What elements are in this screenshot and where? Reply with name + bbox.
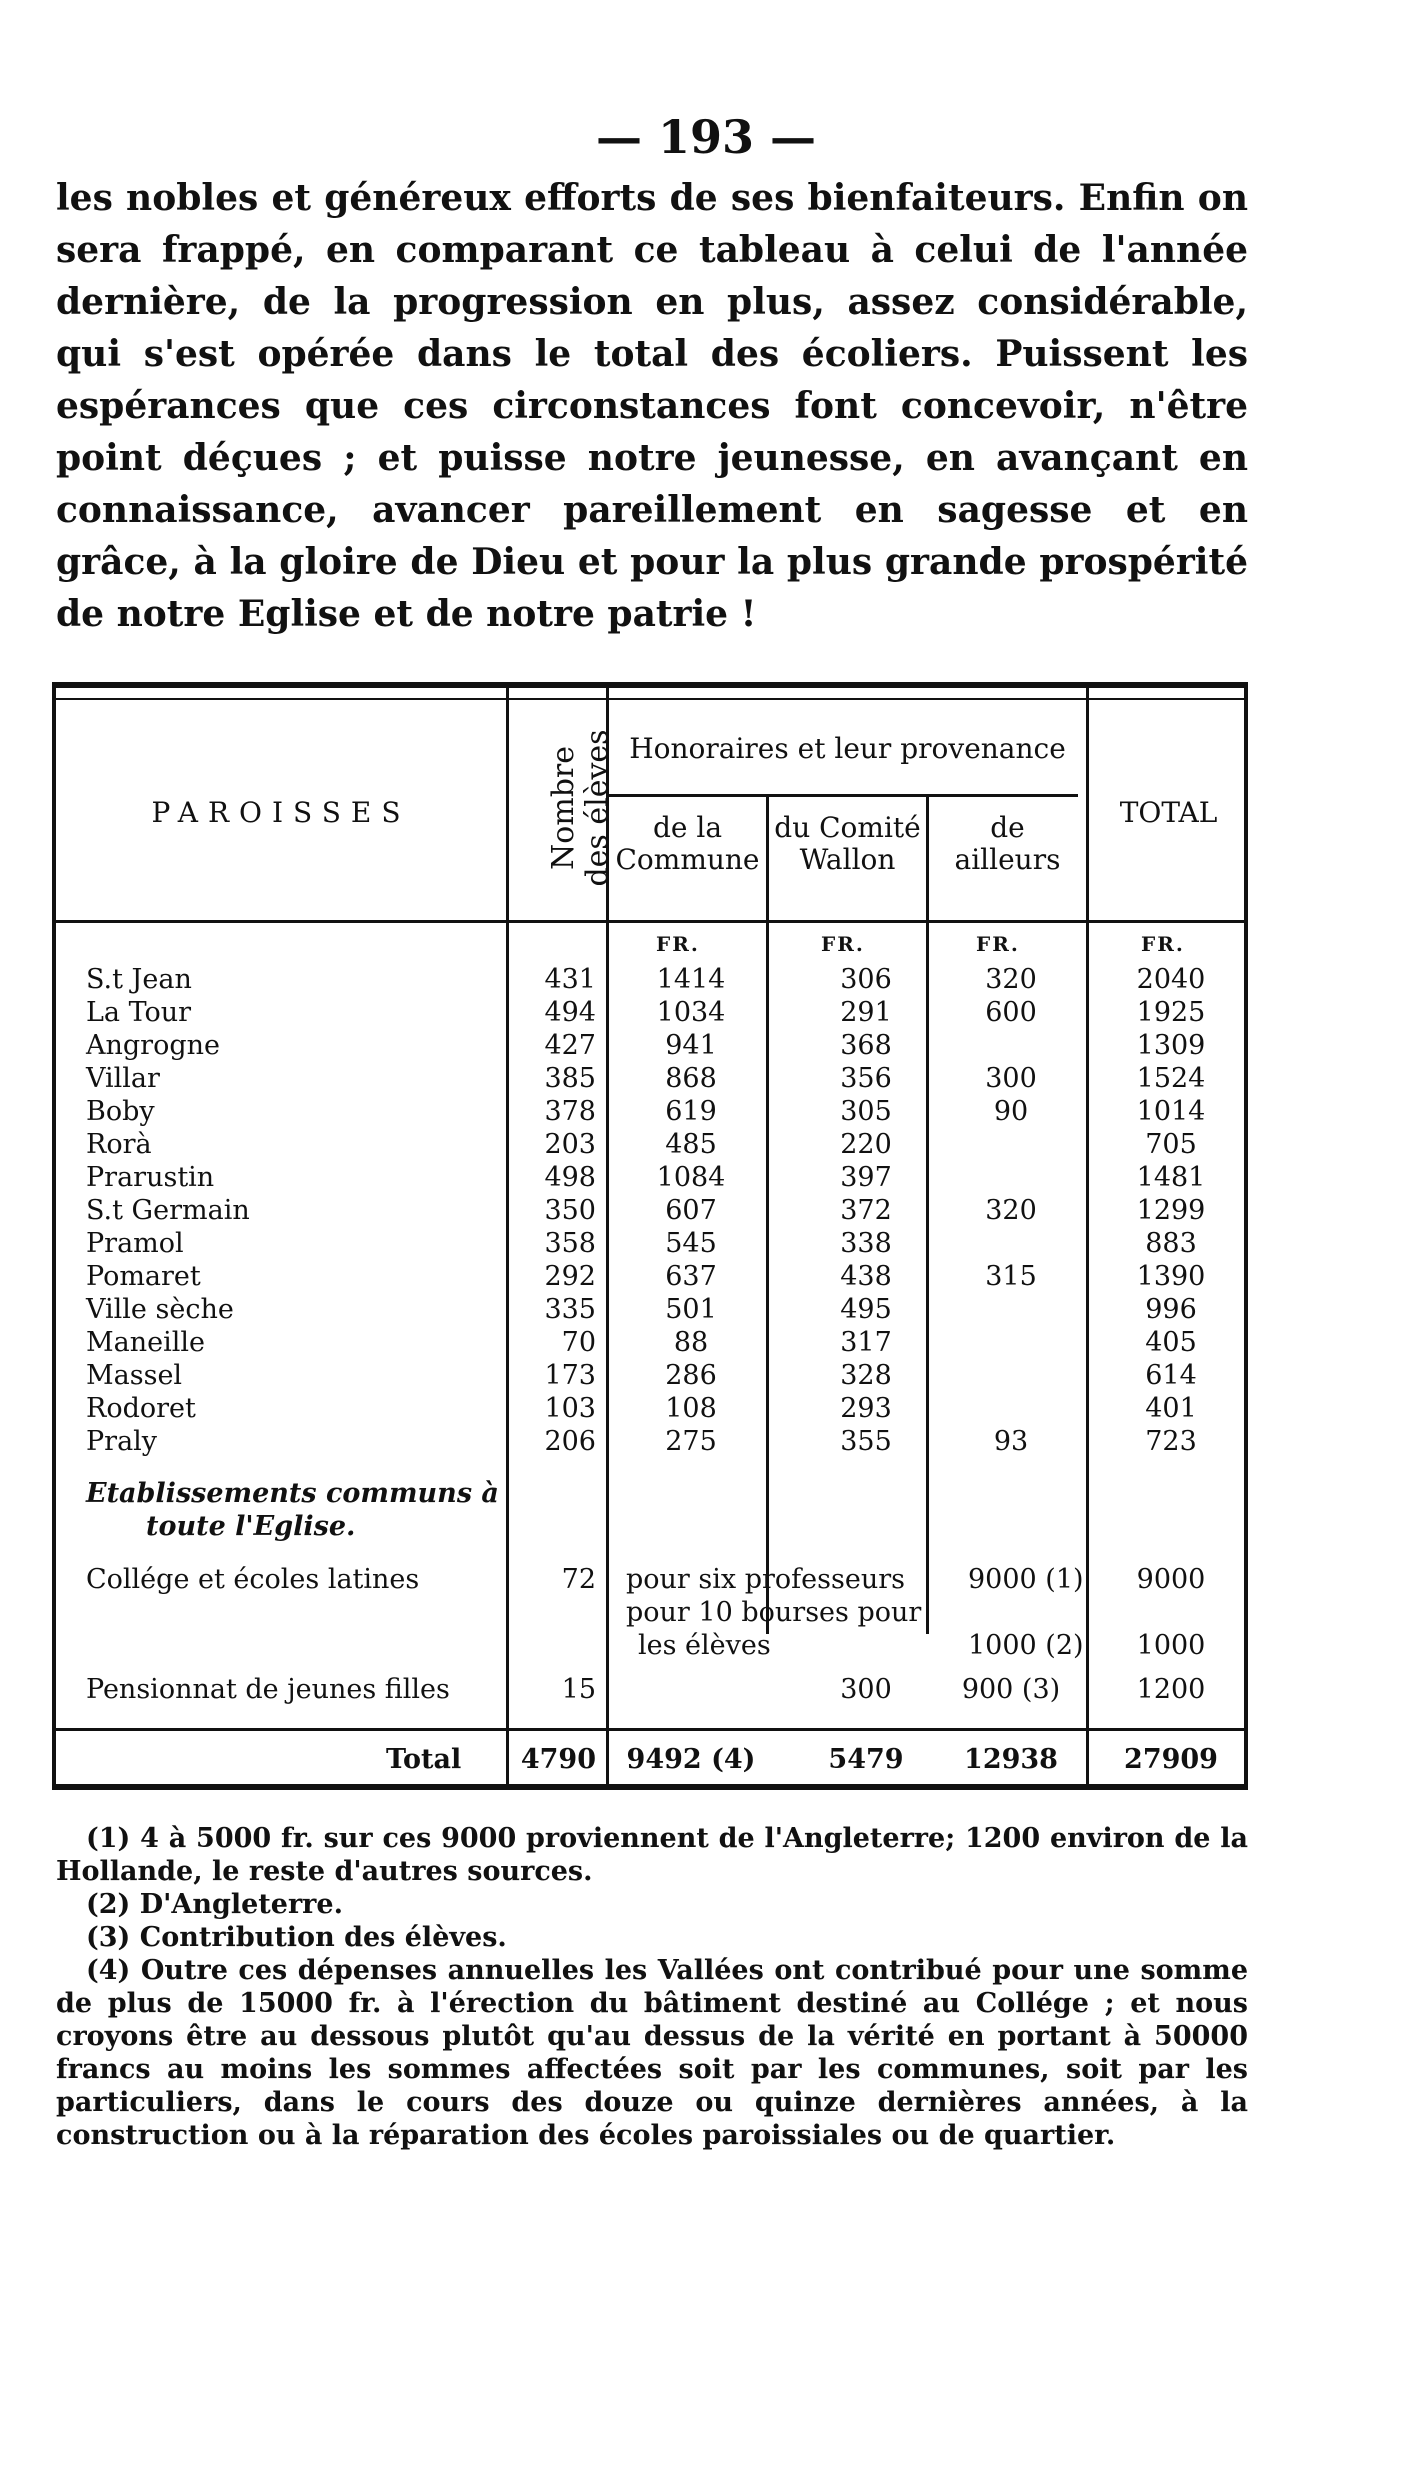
table-row [56,1327,1244,1360]
cell-eleves: 70 [561,1327,596,1358]
cell-commune: 868 [665,1063,717,1094]
table-row [56,1162,1244,1195]
cell-name: Maneille [86,1327,205,1358]
cell-wallon: 368 [840,1030,892,1061]
college-row: Collége et écoles latines 72 pour six professeurs 9000 (1) 9000 [86,1564,1206,1595]
cell-eleves: 494 [544,997,596,1028]
cell-name: Pramol [86,1228,184,1259]
header-ailleurs: de ailleurs [954,811,1061,876]
cell-wallon: 305 [840,1096,892,1127]
cell-total: 2040 [1136,964,1206,995]
header-wallon: du Comité Wallon [774,811,921,876]
cell-name: Boby [86,1096,155,1127]
cell-commune: 1084 [656,1162,726,1193]
cell-name: Angrogne [86,1030,220,1061]
cell-wallon: 495 [840,1294,892,1325]
cell-name: Pomaret [86,1261,201,1292]
cell-eleves: 335 [544,1294,596,1325]
cell-wallon: 438 [840,1261,892,1292]
header-nombre: Nombre des élèves [546,729,615,887]
cell-commune: 637 [665,1261,717,1292]
cell-name: Rodoret [86,1393,196,1424]
pensionnat-row: Pensionnat de jeunes filles 15 300 900 (3) 1200 [86,1674,1206,1705]
page-number: — 193 — [595,110,817,164]
cell-total: 705 [1145,1129,1197,1160]
totals-row: Total 4790 9492 (4) 5479 12938 27909 [386,1744,1218,1775]
footnote-4: (4) Outre ces dépenses annuelles les Vallées ont contribué pour une somme de plus de 15000 fr. à l'érection du bâtiment destiné au Collége ; et nous croyons être au dessous plutôt qu'au dessus de la vérité en portant à 50000 francs au moins les sommes affectées soit par les communes, soit par les particuliers, dans le cours des douze ou quinze dernières années, à la construction ou à la réparation des écoles paroissiales ou de quartier. [56,1955,1248,2151]
cell-wallon: 328 [840,1360,892,1391]
table-row [56,1129,1244,1162]
cell-commune: 1034 [656,997,726,1028]
table-row [56,1096,1244,1129]
cell-commune: 88 [673,1327,709,1358]
cell-name: Villar [86,1063,160,1094]
college-row-2: pour 10 bourses pour [626,1597,922,1628]
cell-total: 1309 [1136,1030,1206,1061]
cell-eleves: 350 [544,1195,596,1226]
header-commune: de la Commune [615,811,760,876]
cell-eleves: 206 [544,1426,596,1457]
cell-name: Prarustin [86,1162,215,1193]
cell-eleves: 427 [544,1030,596,1061]
cell-wallon: 293 [840,1393,892,1424]
cell-ailleurs: 315 [985,1261,1037,1292]
table-row [56,1261,1244,1294]
footnote-3: (3) Contribution des élèves. [86,1922,507,1953]
cell-total: 1524 [1136,1063,1206,1094]
cell-ailleurs: 93 [993,1426,1029,1457]
cell-eleves: 431 [544,964,596,995]
cell-eleves: 358 [544,1228,596,1259]
row-divider [56,1728,1244,1731]
cell-ailleurs: 320 [985,964,1037,995]
cell-commune: 619 [665,1096,717,1127]
header-total: TOTAL [1119,796,1218,829]
unit-wallon: FR. [821,932,865,956]
cell-wallon: 306 [840,964,892,995]
cell-commune: 545 [665,1228,717,1259]
cell-total: 996 [1145,1294,1197,1325]
cell-total: 1481 [1136,1162,1206,1193]
cell-commune: 108 [665,1393,717,1424]
cell-wallon: 372 [840,1195,892,1226]
cell-commune: 485 [665,1129,717,1160]
college-row-3: les élèves 1000 (2) 1000 [638,1630,1206,1661]
unit-ailleurs: FR. [976,932,1020,956]
cell-eleves: 292 [544,1261,596,1292]
footnote-1: (1) 4 à 5000 fr. sur ces 9000 proviennent de l'Angleterre; 1200 environ de la Hollande, le reste d'autres sources. [56,1823,1248,1887]
row-divider [609,794,1078,797]
cell-commune: 286 [665,1360,717,1391]
cell-commune: 607 [665,1195,717,1226]
unit-total: FR. [1141,932,1185,956]
table-row [56,1426,1244,1459]
cell-name: S.t Germain [86,1195,250,1226]
cell-name: La Tour [86,997,192,1028]
cell-wallon: 220 [840,1129,892,1160]
etablissements-heading-2: toute l'Eglise. [146,1511,356,1542]
cell-commune: 1414 [656,964,726,995]
cell-eleves: 203 [544,1129,596,1160]
cell-name: Massel [86,1360,183,1391]
cell-eleves: 378 [544,1096,596,1127]
cell-total: 1925 [1136,997,1206,1028]
cell-total: 723 [1145,1426,1197,1457]
cell-total: 1299 [1136,1195,1206,1226]
cell-total: 883 [1145,1228,1197,1259]
cell-eleves: 173 [544,1360,596,1391]
cell-name: S.t Jean [86,964,192,995]
cell-ailleurs: 320 [985,1195,1037,1226]
schools-table [52,682,1248,1790]
footnote-2: (2) D'Angleterre. [86,1889,343,1920]
cell-ailleurs: 300 [985,1063,1037,1094]
cell-wallon: 397 [840,1162,892,1193]
cell-commune: 501 [665,1294,717,1325]
cell-name: Rorà [86,1129,152,1160]
cell-commune: 275 [665,1426,717,1457]
cell-eleves: 498 [544,1162,596,1193]
cell-total: 1014 [1136,1096,1206,1127]
unit-commune: FR. [656,932,700,956]
cell-total: 1390 [1136,1261,1206,1292]
etablissements-heading-1: Etablissements communs à [86,1478,499,1509]
cell-name: Praly [86,1426,158,1457]
table-row [56,1063,1244,1096]
cell-eleves: 103 [544,1393,596,1424]
cell-wallon: 338 [840,1228,892,1259]
cell-total: 614 [1145,1360,1197,1391]
cell-commune: 941 [665,1030,717,1061]
table-row [56,964,1244,997]
cell-wallon: 355 [840,1426,892,1457]
table-row [56,1030,1244,1063]
cell-eleves: 385 [544,1063,596,1094]
table-row [56,1195,1244,1228]
table-row [56,1360,1244,1393]
cell-wallon: 291 [840,997,892,1028]
header-honoraires: Honoraires et leur provenance [629,732,1066,765]
table-row [56,1228,1244,1261]
cell-name: Ville sèche [86,1294,234,1325]
table-row [56,1294,1244,1327]
cell-total: 401 [1145,1393,1197,1424]
table-row [56,1393,1244,1426]
table-row [56,997,1244,1030]
cell-wallon: 317 [840,1327,892,1358]
intro-paragraph: les nobles et généreux efforts de ses bienfaiteurs. Enfin on sera frappé, en comparant ce tableau à celui de l'année dernière, de la progression en plus, assez considérable, qui s'est opérée dans le total des écoliers. Puissent les espérances que ces circonstances font concevoir, n'être point déçues ; et puisse notre jeunesse, en avançant en connaissance, avancer pareillement en sagesse et en grâce, à la gloire de Dieu et pour la plus grande prospérité de notre Eglise et de notre patrie ! [56,177,1248,635]
cell-total: 405 [1145,1327,1197,1358]
cell-wallon: 356 [840,1063,892,1094]
cell-ailleurs: 90 [993,1096,1029,1127]
header-paroisses: PAROISSES [151,796,411,829]
footnotes [56,1822,1248,2152]
cell-ailleurs: 600 [985,997,1037,1028]
